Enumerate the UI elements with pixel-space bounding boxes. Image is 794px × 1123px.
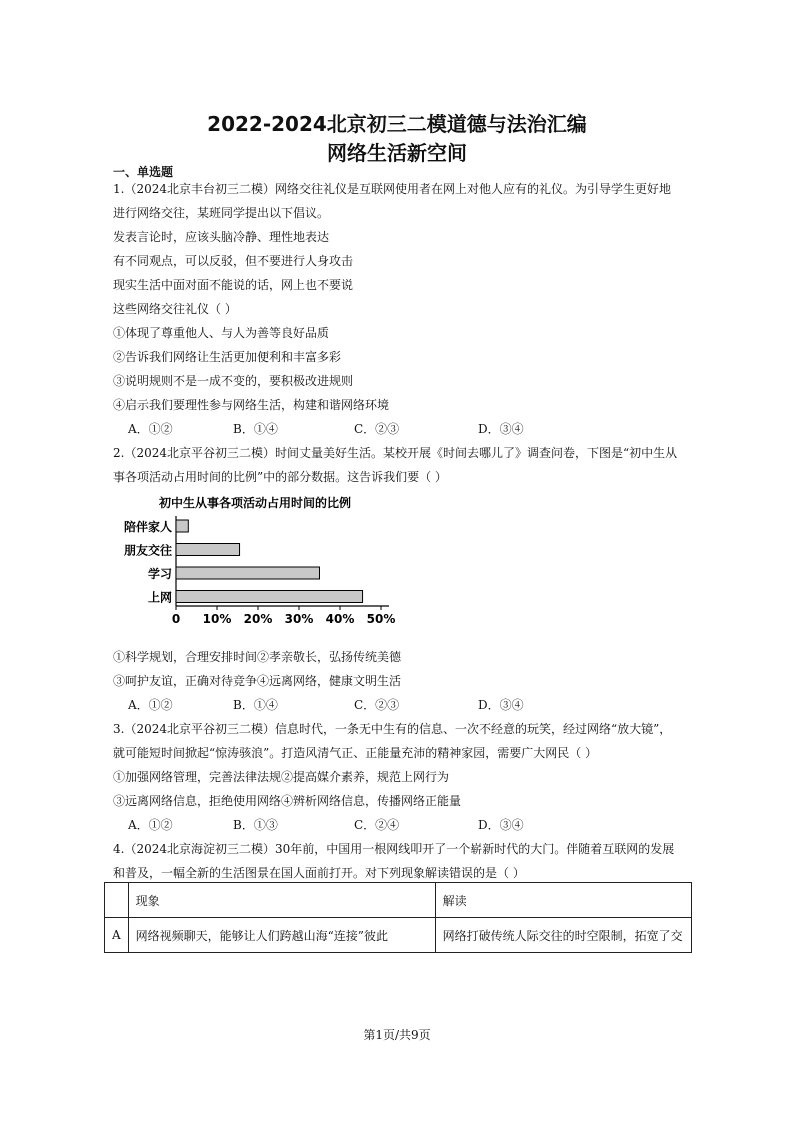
- section-heading: 一、单选题: [113, 165, 174, 179]
- x-tick-label: 20%: [243, 612, 273, 626]
- q4-stem-line2: 和普及，一幅全新的生活图景在国人面前打开。对下列现象解读错误的是（ ）: [113, 866, 525, 880]
- category-label: 学习: [147, 567, 172, 581]
- q1-stem-line1: 1.（2024北京丰台初三二模）网络交往礼仪是互联网使用者在网上对他人应有的礼仪。为引导学生更好地: [113, 182, 671, 196]
- q1-proposal-3: 现实生活中面对面不能说的话，网上也不要说: [113, 278, 354, 292]
- chart-title: 初中生从事各项活动占用时间的比例: [158, 496, 352, 510]
- q1-proposal-1: 发表言论时，应该头脑冷静、理性地表达: [113, 230, 330, 244]
- q1-statement-4: ④启示我们要理性参与网络生活，构建和谐网络环境: [113, 398, 390, 412]
- q2-stem-line1: 2.（2024北京平谷初三二模）时间丈量美好生活。某校开展《时间去哪儿了》调查问卷，下图是“初中生从: [113, 446, 678, 460]
- table-cell: A: [105, 918, 129, 953]
- q1-stem-line2: 进行网络交往，某班同学提出以下倡议。: [113, 206, 330, 220]
- table-header-cell: [105, 883, 129, 918]
- q3-option-d: D．③④: [478, 818, 524, 832]
- q1-options: [128, 420, 688, 438]
- q2-option-b: B．①④: [233, 698, 278, 712]
- q3-option-b: B．①③: [233, 818, 278, 832]
- q3-options: [128, 816, 688, 834]
- bar-4: [176, 591, 363, 603]
- category-label: 上网: [147, 590, 172, 605]
- q4-stem-line1: 4.（2024北京海淀初三二模）30年前，中国用一根网线叩开了一个崭新时代的大门。伴随着互联网的发展: [113, 842, 675, 856]
- q2-option-a: A．①②: [128, 698, 173, 712]
- table-header-row: [105, 883, 692, 918]
- category-label: 朋友交往: [123, 543, 172, 558]
- q2-options: [128, 696, 688, 714]
- q4-table: [104, 882, 692, 953]
- q3-statement-2: ③远离网络信息，拒绝使用网络④辨析网络信息，传播网络正能量: [113, 794, 462, 808]
- x-tick-label: 40%: [325, 612, 355, 626]
- x-tick-label: 50%: [366, 612, 396, 626]
- table-header-cell: 解读: [435, 883, 691, 918]
- bar-3: [176, 567, 320, 579]
- q1-statement-2: ②告诉我们网络让生活更加便利和丰富多彩: [113, 350, 342, 364]
- q3-stem-line1: 3.（2024北京平谷初三二模）信息时代，一条无中生有的信息、一次不经意的玩笑，经过网络“放大镜”，: [113, 722, 672, 736]
- q1-option-d: D．③④: [478, 422, 524, 436]
- x-tick-label: 0: [171, 612, 181, 626]
- x-tick-label: 10%: [202, 612, 232, 626]
- category-label: 陪伴家人: [123, 520, 172, 534]
- q1-option-b: B．①④: [233, 422, 278, 436]
- q1-proposal-2: 有不同观点，可以反驳，但不要进行人身攻击: [113, 254, 354, 268]
- doc-title: 2022-2024北京初三二模道德与法治汇编: [207, 112, 587, 136]
- table-cell: 网络打破传统人际交往的时空限制，拓宽了交: [435, 918, 691, 953]
- q1-option-c: C．②③: [354, 422, 400, 436]
- q1-statement-1: ①体现了尊重他人、与人为善等良好品质: [113, 326, 330, 340]
- table-header-cell: 现象: [128, 883, 435, 918]
- q1-option-a: A．①②: [128, 422, 173, 436]
- q2-stem-line2: 事各项活动占用时间的比例”中的部分数据。这告诉我们要（ ）: [113, 470, 447, 484]
- q2-statement-1: ①科学规划，合理安排时间②孝亲敬长，弘扬传统美德: [113, 650, 402, 664]
- q3-option-c: C．②④: [354, 818, 400, 832]
- x-tick-label: 30%: [284, 612, 314, 626]
- q1-ask: 这些网络交往礼仪（ ）: [113, 302, 237, 316]
- doc-subtitle: 网络生活新空间: [327, 141, 467, 165]
- q2-option-d: D．③④: [478, 698, 524, 712]
- table-cell: 网络视频聊天，能够让人们跨越山海“连接”彼此: [128, 918, 435, 953]
- time-ratio-bar-chart: [113, 490, 403, 632]
- bar-2: [176, 544, 240, 556]
- q3-stem-line2: 就可能短时间掀起“惊涛骇浪”。打造风清气正、正能量充沛的精神家园，需要广大网民（ ）: [113, 746, 598, 760]
- q2-option-c: C．②③: [354, 698, 400, 712]
- bar-1: [176, 520, 188, 532]
- table-row: [105, 918, 692, 953]
- page-footer: 第1页/共9页: [363, 1028, 431, 1042]
- q3-statement-1: ①加强网络管理，完善法律法规②提高媒介素养，规范上网行为: [113, 770, 450, 784]
- q2-statement-2: ③呵护友谊，正确对待竞争④远离网络，健康文明生活: [113, 674, 402, 688]
- q1-statement-3: ③说明规则不是一成不变的，要积极改进规则: [113, 374, 354, 388]
- q3-option-a: A．①②: [128, 818, 173, 832]
